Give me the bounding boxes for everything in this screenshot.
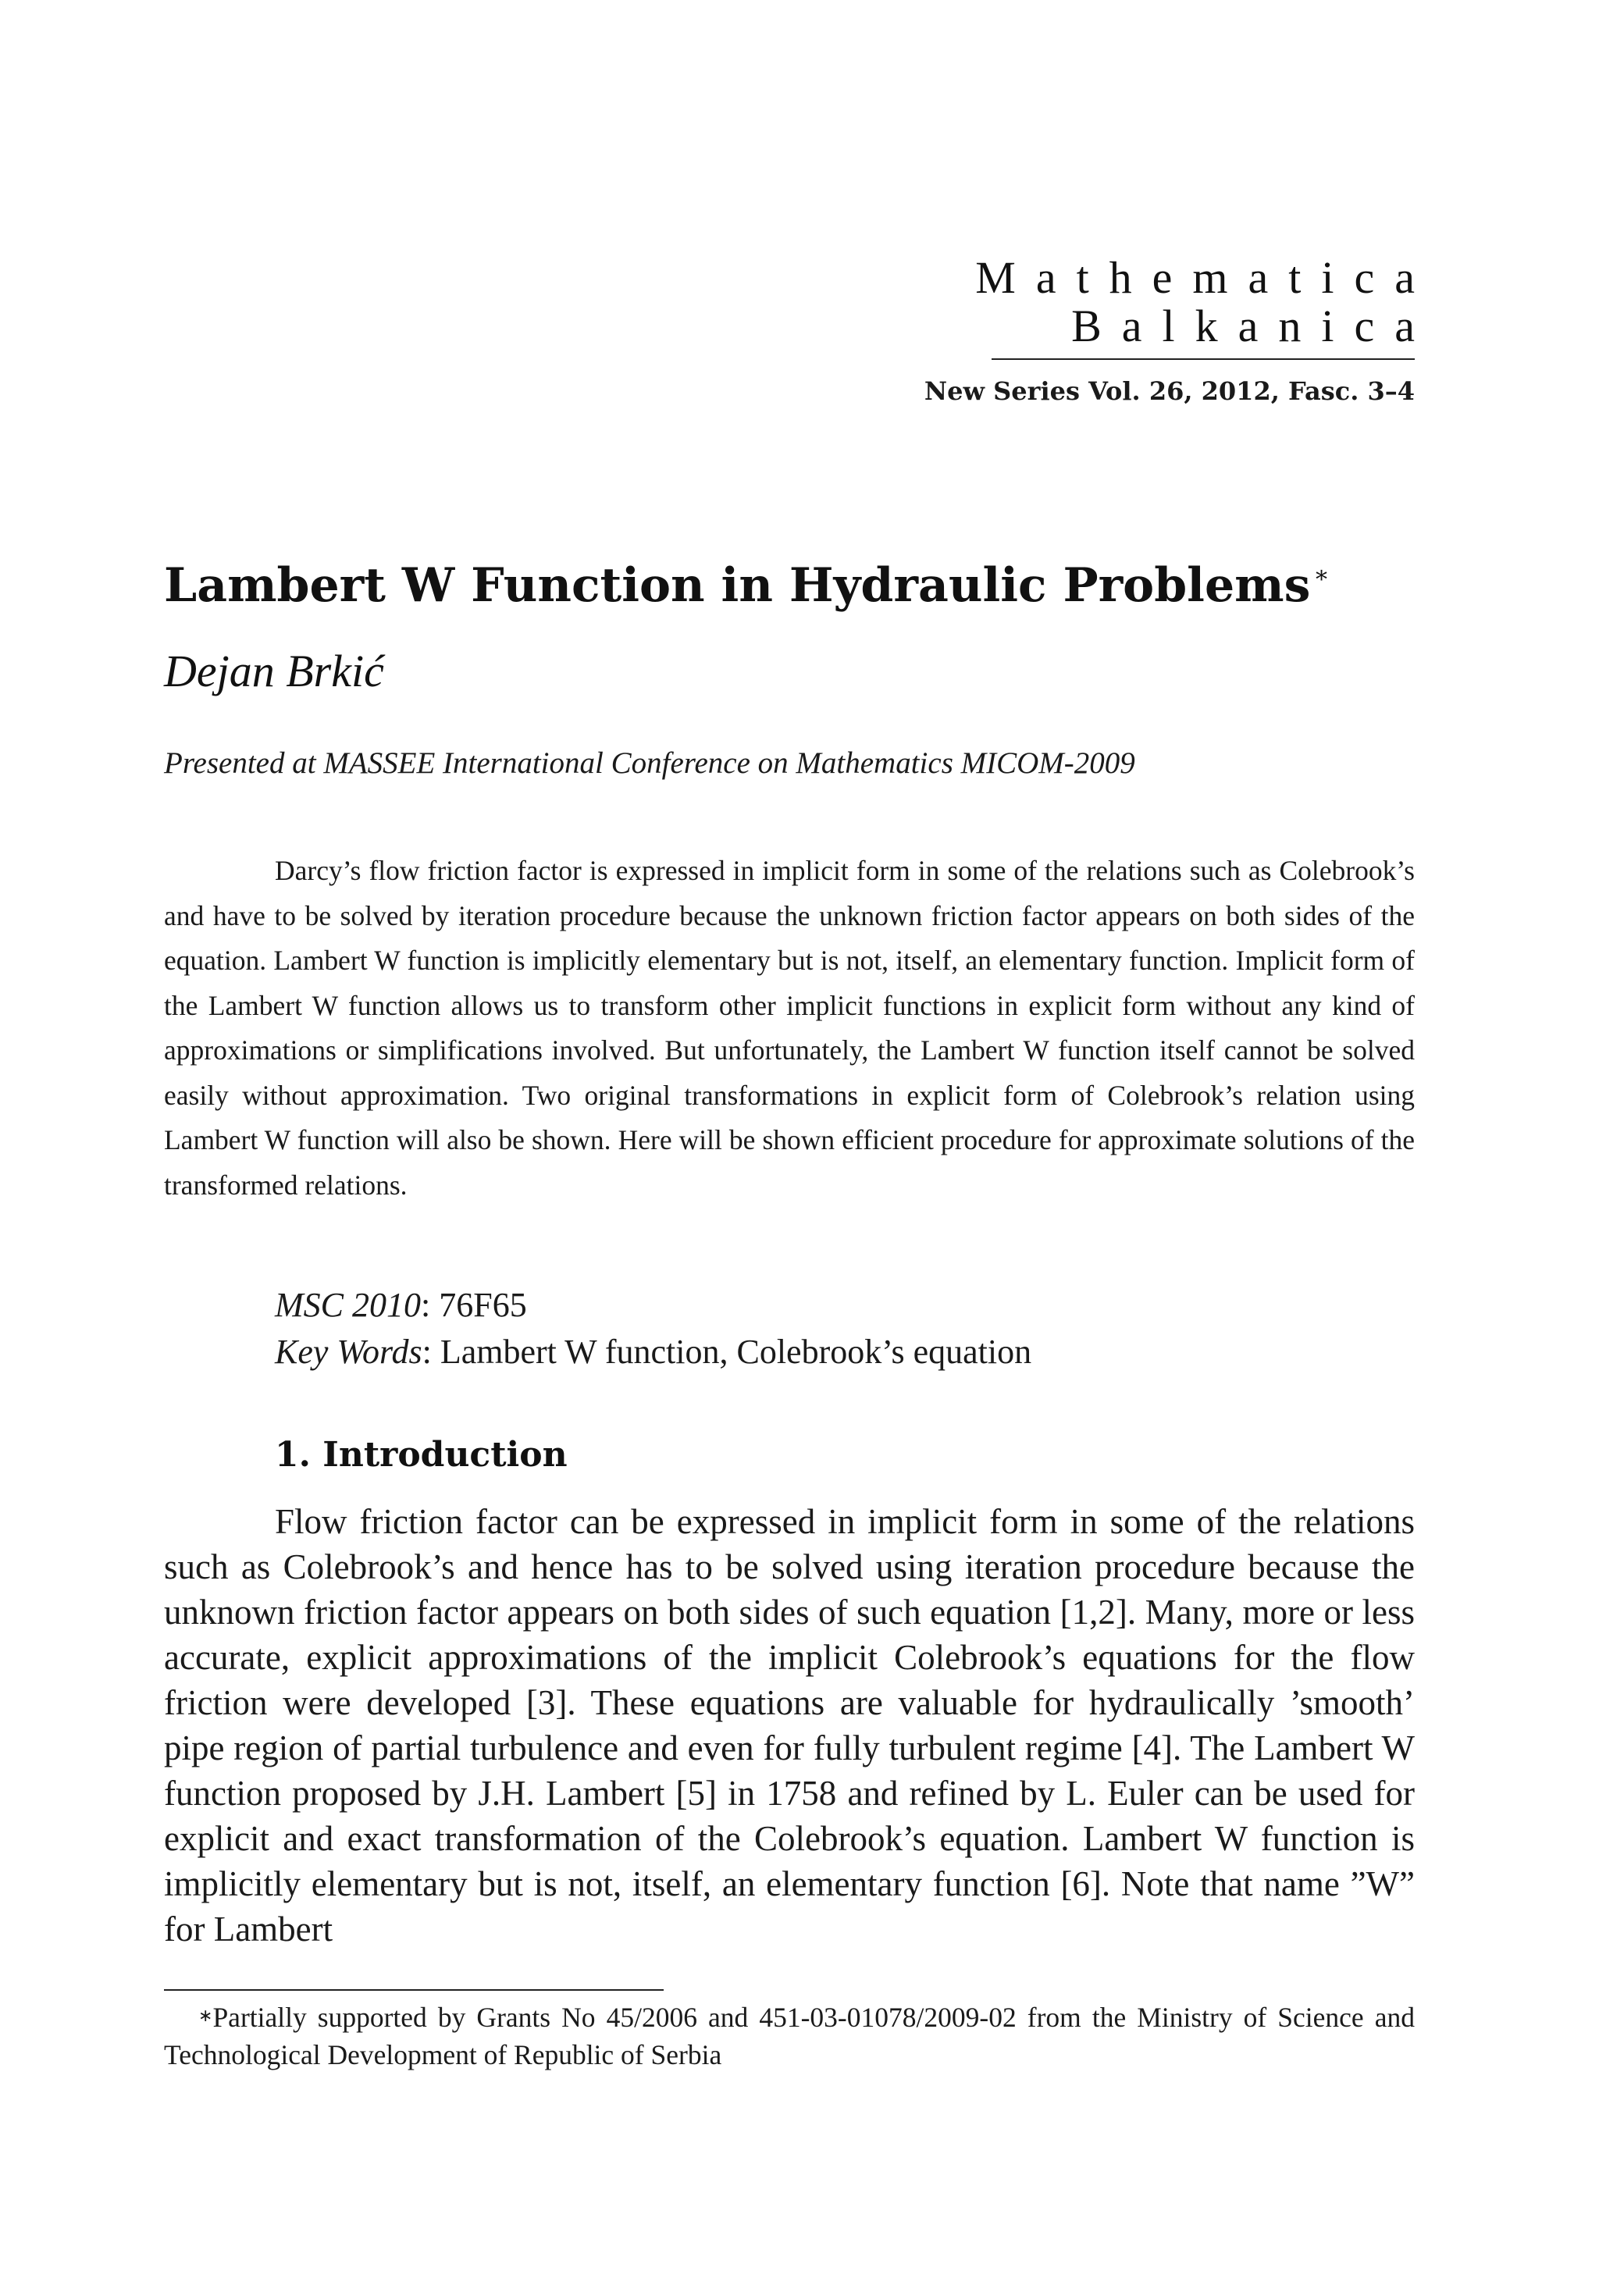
section-heading: 1. Introduction — [275, 1435, 568, 1475]
classification-block — [275, 1282, 1031, 1376]
msc-line — [275, 1282, 1031, 1329]
article-author: Dejan Brkić — [164, 646, 384, 696]
journal-name-line1: Mathematica — [975, 252, 1435, 303]
journal-series: New Series Vol. 26, 2012, Fasc. 3–4 — [924, 376, 1415, 406]
keywords-line — [275, 1329, 1031, 1376]
journal-rule — [992, 358, 1415, 360]
footnote-rule — [164, 1989, 664, 1991]
title-footnote-mark: ∗ — [1313, 561, 1330, 589]
msc-value: : 76F65 — [421, 1286, 527, 1324]
presented-note: Presented at MASSEE International Conference on Mathematics MICOM-2009 — [164, 746, 1135, 780]
msc-label: MSC 2010 — [275, 1286, 421, 1324]
article-title-text: Lambert W Function in Hydraulic Problems — [164, 558, 1311, 613]
footnote — [164, 1999, 1415, 2074]
section-body: Flow friction factor can be expressed in implicit form in some of the relations such as Colebrook’s and hence has to be solved using iteration procedure because the unknown friction factor appears on both sides of such equation [1,2]. Many, more or less accurate, explicit approximations of the implicit Colebrook’s equations for the flow friction were developed [3]. These equations are valuable for hydraulically ’smooth’ pipe region of partial turbulence and even for fully turbulent regime [4]. The Lambert W function proposed by J.H. Lambert [5] in 1758 and refined by L. Euler can be used for explicit and exact transformation of the Colebrook’s equation. Lambert W function is implicitly elementary but is not, itself, an elementary function [6]. Note that name ”W” for Lambert — [164, 1502, 1415, 1949]
abstract: Darcy’s flow friction factor is expressed in implicit form in some of the relations such as Colebrook’s and have to be solved by iteration procedure because the unknown friction factor appears on both sides of the equation. Lambert W function is implicitly elementary but is not, itself, an elementary function. Implicit form of the Lambert W function allows us to transform other implicit functions in explicit form without any kind of approximations or simplifications involved. But unfortunately, the Lambert W function itself cannot be solved easily without approximation. Two original transformations in explicit form of Colebrook’s relation using Lambert W function will also be shown. Here will be shown efficient procedure for approximate solutions of the transformed relations. — [164, 855, 1415, 1201]
article-title — [164, 558, 1330, 613]
footnote-mark: ∗ — [198, 2006, 213, 2025]
footnote-text: Partially supported by Grants No 45/2006 and 451-03-01078/2009-02 from the Ministry of Science and Technological Development of Republic of Serbia — [164, 2002, 1415, 2070]
journal-header — [975, 252, 1435, 351]
journal-name-line2: Balkanica — [1071, 301, 1435, 351]
keywords-value: : Lambert W function, Colebrook’s equation — [422, 1333, 1032, 1371]
keywords-label: Key Words — [275, 1333, 422, 1371]
